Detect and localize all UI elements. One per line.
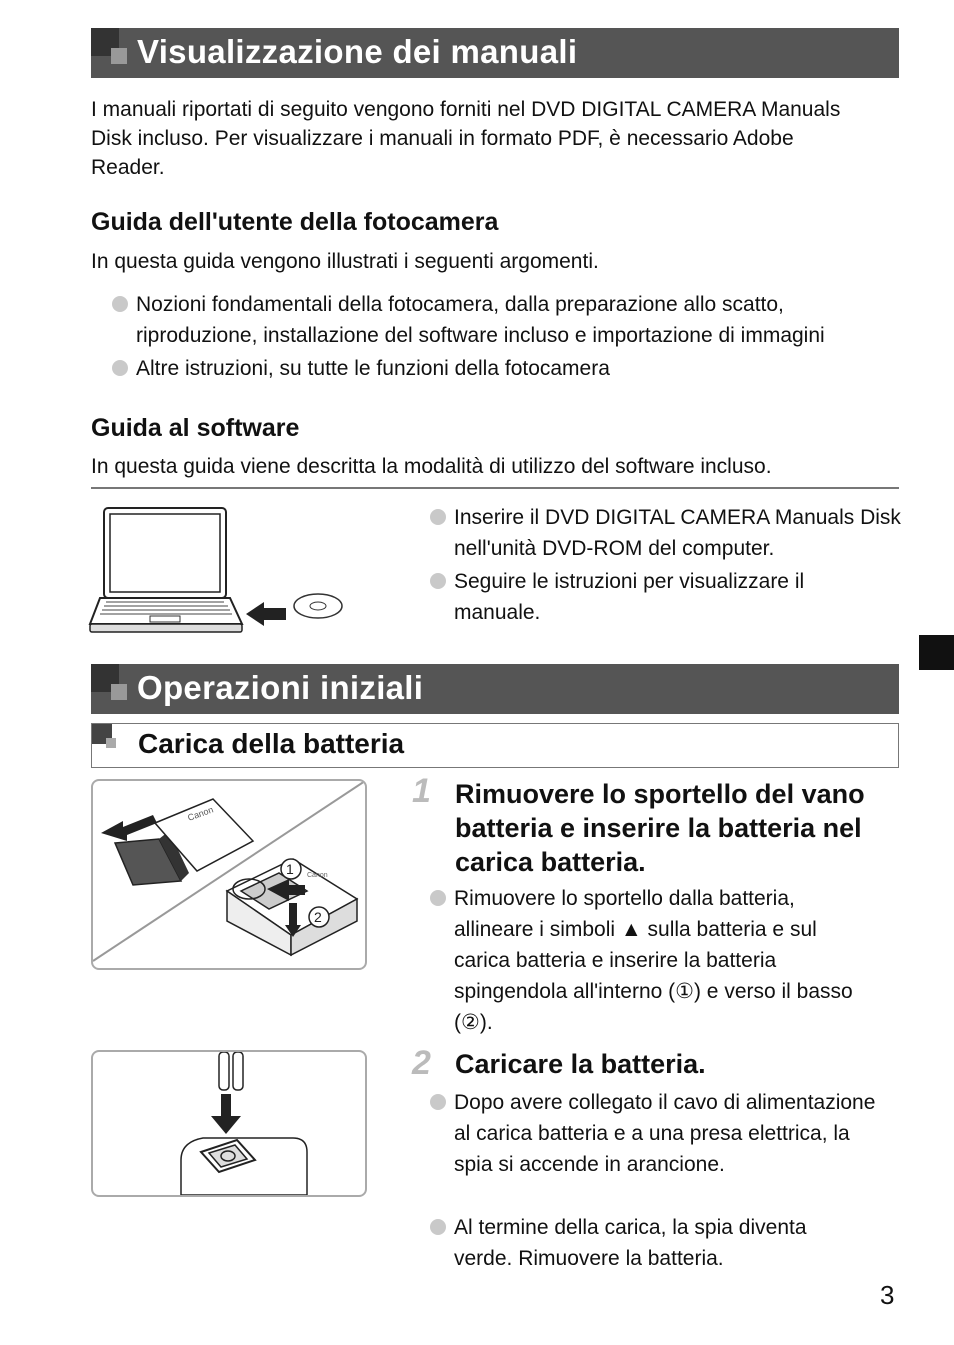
step-mark-2: 2 <box>314 909 322 925</box>
list-item <box>454 883 869 1038</box>
section-title: Visualizzazione dei manuali <box>137 33 578 70</box>
bullet-dot-icon <box>430 509 446 525</box>
battery-brand-label: Canon <box>186 804 215 823</box>
step-mark-1: 1 <box>286 861 294 877</box>
chapter-tab-marker <box>919 635 954 670</box>
intro-paragraph: I manuali riportati di seguito vengono forniti nel DVD DIGITAL CAMERA Manuals Disk incluso. Per visualizzare i manuali in formato PDF, è necessario Adobe Reader. <box>91 98 841 179</box>
guide-description-camera: In questa guida vengono illustrati i seguenti argomenti. <box>91 250 599 273</box>
step-title: Rimuovere lo sportello del vano batteria e inserire la batteria nel carica batteria. <box>455 779 865 877</box>
battery-insert-drawing <box>93 781 365 968</box>
battery-charger-illustration <box>91 779 367 970</box>
list-item-text: Dopo avere collegato il cavo di alimentazione al carica batteria e a una presa elettrica, la spia si accende in arancione. <box>454 1091 876 1176</box>
bullet-dot-icon <box>430 890 446 906</box>
list-item-text: Seguire le istruzioni per visualizzare il manuale. <box>454 570 805 624</box>
subtitle-square-accent-icon <box>106 738 116 748</box>
section-title: Operazioni iniziali <box>137 669 424 706</box>
guide-description-software: In questa guida viene descritta la modalità di utilizzo del software incluso. <box>91 455 772 478</box>
list-item-text: Altre istruzioni, su tutte le funzioni della fotocamera <box>136 357 610 380</box>
laptop-dvd-illustration <box>88 502 350 640</box>
guide-heading-camera: Guida dell'utente della fotocamera <box>91 208 499 236</box>
title-square-accent-icon <box>111 684 127 700</box>
list-item <box>454 566 874 628</box>
title-square-accent-icon <box>111 48 127 64</box>
list-item <box>454 1087 879 1180</box>
charger-plug-illustration <box>91 1050 367 1197</box>
section-title-bar-manuals <box>91 28 899 78</box>
bullet-dot-icon <box>112 360 128 376</box>
list-item-text: Rimuovere lo sportello dalla batteria, allineare i simboli ▲ sulla batteria e sul carica batteria e inserire la batteria spingendola all'interno (①) e verso il basso (②). <box>454 887 853 1034</box>
list-item <box>454 502 904 564</box>
list-item-text: Nozioni fondamentali della fotocamera, dalla preparazione allo scatto, riproduzione, installazione del software incluso e importazione di immagini <box>136 293 825 347</box>
subsection-title-bar <box>91 723 899 768</box>
divider <box>91 487 899 489</box>
bullet-dot-icon <box>430 1094 446 1110</box>
list-item <box>454 1212 869 1274</box>
plug-drawing <box>93 1052 365 1195</box>
page-number: 3 <box>880 1280 895 1310</box>
bullet-dot-icon <box>430 1219 446 1235</box>
subsection-title: Carica della batteria <box>138 728 405 759</box>
guide-heading-software: Guida al software <box>91 414 300 442</box>
bullet-dot-icon <box>112 296 128 312</box>
list-item-text: Al termine della carica, la spia diventa verde. Rimuovere la batteria. <box>454 1216 807 1270</box>
list-item <box>136 353 901 384</box>
step-number: 2 <box>412 1044 431 1082</box>
list-item-text: Inserire il DVD DIGITAL CAMERA Manuals Disk nell'unità DVD-ROM del computer. <box>454 506 901 560</box>
charger-brand-label: Canon <box>307 872 328 879</box>
section-title-bar-getting-started <box>91 664 899 714</box>
list-item <box>136 289 901 351</box>
bullet-dot-icon <box>430 573 446 589</box>
step-number: 1 <box>412 772 431 810</box>
step-title: Caricare la batteria. <box>455 1049 706 1079</box>
